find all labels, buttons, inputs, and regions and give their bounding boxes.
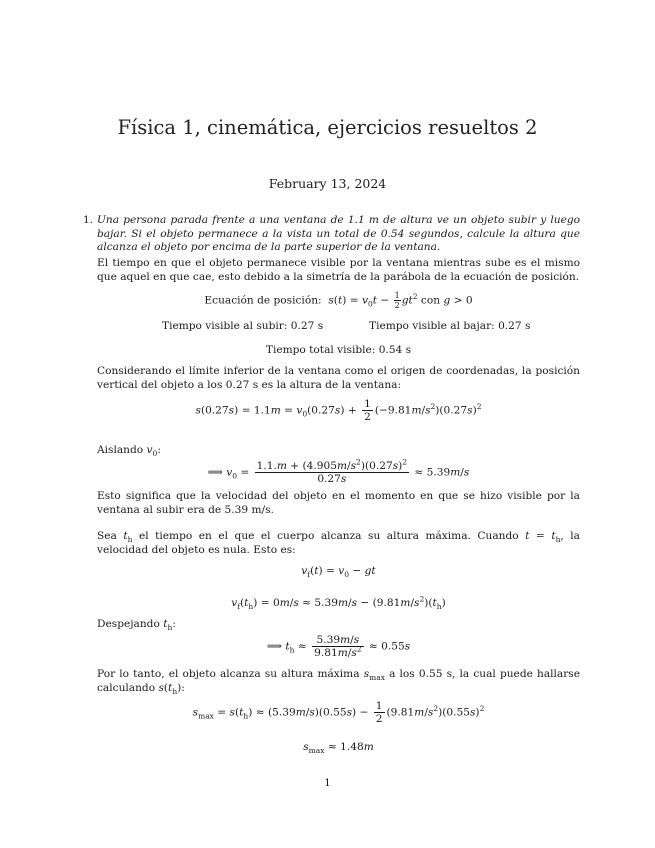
page-title: Física 1, cinemática, ejercicios resueltos 2 — [117, 116, 538, 139]
time-total: Tiempo total visible: 0.54 s — [265, 344, 412, 356]
sea-text-1: Sea — [97, 530, 117, 542]
solution-intro: El tiempo en que el objeto permanece visible por la ventana mientras sube es el mismo que aquel en que cae, esto debido a la simetría de la parábola de la ecuación de posición. — [97, 257, 580, 283]
therefore-paragraph: Por lo tanto, el objeto alcanza su altura máxima $s_{max}$ a los 0.55 s, la cual puede hallarse calculando $s(t_h)$: — [97, 668, 581, 696]
meaning-paragraph: Esto significa que la velocidad del objeto en el momento en que se hizo visible por la ventana al subir era de 5.39 m/s. — [97, 490, 580, 516]
position-eq-tail: con — [420, 294, 441, 307]
position-eq-label: Ecuación de posición: — [204, 294, 322, 307]
isolating-paragraph: Aislando $v_0$: — [97, 444, 161, 459]
sea-paragraph: Sea $t_h$ el tiempo en el que el cuerpo alcanza su altura máxima. Cuando $t = t_h$, la velocidad del objeto es nula. Esto es: — [97, 530, 580, 556]
vf-equation: $v_f(t) = v_0$ − gt — [301, 565, 376, 580]
problem-number: 1. — [83, 214, 94, 226]
problem-statement: Una persona parada frente a una ventana de 1.1 m de altura ve un objeto subir y luego bajar. Si el objeto permanece a la vista un total de 0.54 segundos, calcule la altura que alcanza el objeto por encima de la parte superior de la ventana. — [97, 214, 580, 253]
therefore-text-2: a los 0.55 s, la cual puede hallarse calculando — [97, 668, 581, 694]
smax-equation: $s_{max} = s(t_h) \approx (5.39m/s)(0.55s)$ − $\frac{1}{2}$ $(9.81m/s^2)(0.55s)^2$ — [192, 700, 485, 725]
document-date: February 13, 2024 — [268, 176, 387, 191]
time-down: Tiempo visible al bajar: 0.27 s — [369, 320, 531, 332]
page-number: 1 — [324, 777, 331, 789]
solving-text: Despejando — [97, 618, 160, 630]
time-up: Tiempo visible al subir: 0.27 s — [162, 320, 324, 332]
solving-paragraph: Despejando $t_h$: — [97, 618, 176, 633]
th-equation: ⟹ $t_h$ ≈ $\frac{5.39m/s}{9.81m/s^2}$ ≈ 0.55s — [266, 634, 411, 659]
therefore-text-1: Por lo tanto, el objeto alcanza su altura máxima — [97, 668, 360, 680]
v0-equation: ⟹ $v_0$ = $\frac{1.1.m + (4.905m/s^2)(0.27s)^2}{0.27s}$ ≈ 5.39m/s — [207, 457, 470, 485]
position-equation: Ecuación de posición: $s(t) = v_0t$ − $\frac{1}{2}$ $gt^2$ con g > 0 — [204, 291, 473, 310]
considering-paragraph: Considerando el límite inferior de la ventana como el origen de coordenadas, la posición vertical del objeto a los 0.27 s es la altura de la ventana: — [97, 365, 580, 391]
isolating-text: Aislando — [97, 444, 144, 456]
vf-th-equation: $v_f(t_h) = 0m/s \approx 5.39m/s - (9.81m/s^2)(t_h)$ — [231, 594, 446, 612]
sea-text-2: el tiempo en el que el cuerpo alcanza su altura máxima. Cuando — [138, 530, 519, 542]
smax-result: $s_{max} \approx 1.48m$ — [303, 741, 374, 756]
window-height-equation: $s(0.27s) = 1.1m = v_0(0.27s)$ + $\frac{1}{2}$ $(-9.81m/s^2)(0.27s)^2$ — [195, 398, 482, 423]
sea-text-3: , la velocidad del objeto es nula. Esto es: — [97, 530, 580, 556]
